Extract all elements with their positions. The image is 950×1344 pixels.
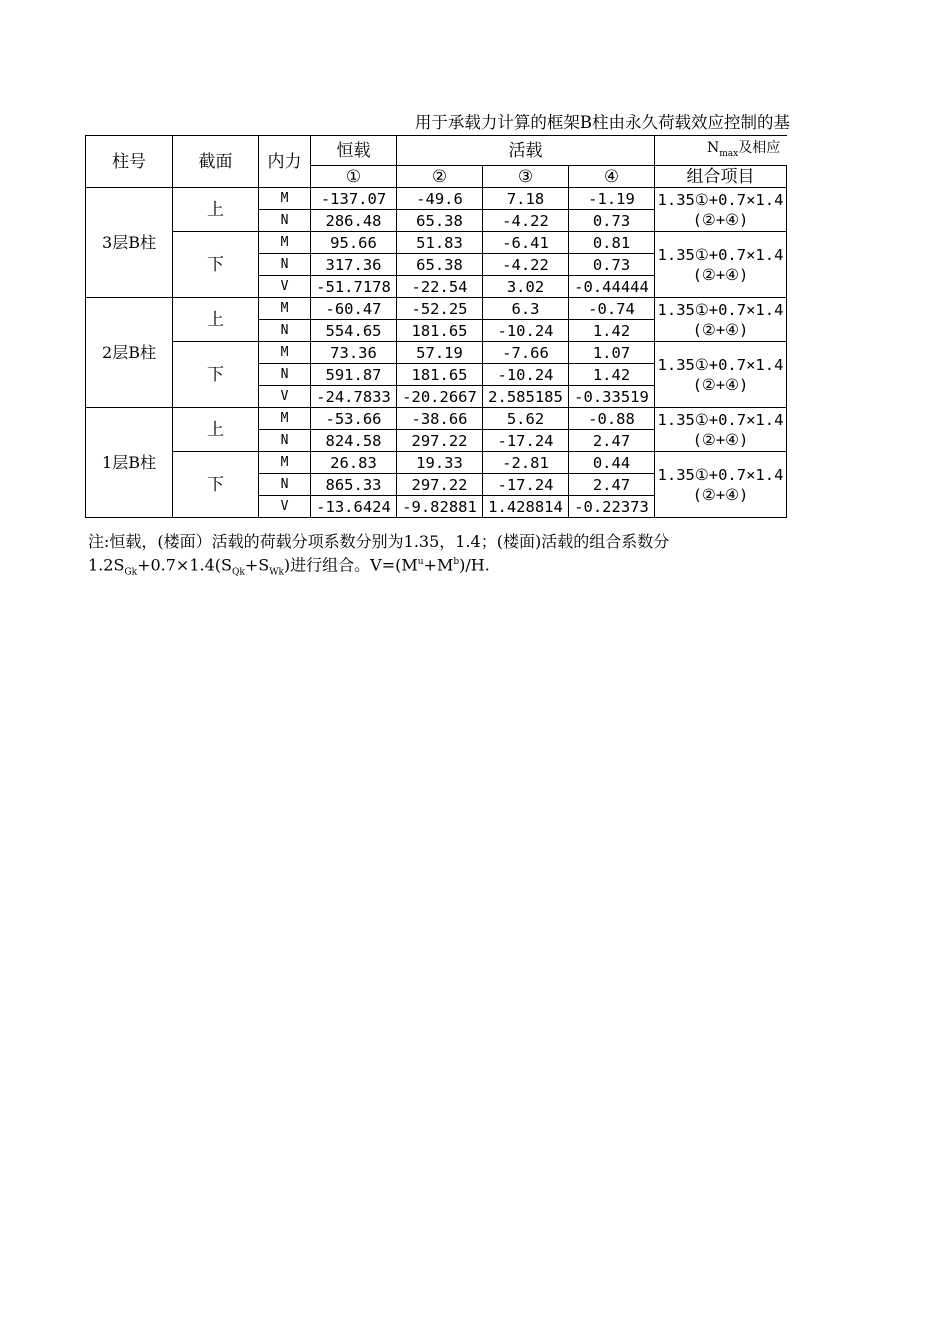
force-label: N (259, 474, 311, 496)
header-case-4: ④ (569, 166, 655, 188)
header-case-3: ③ (483, 166, 569, 188)
value-cell: 65.38 (397, 254, 483, 276)
value-cell: -9.82881 (397, 496, 483, 518)
header-case-1: ① (311, 166, 397, 188)
table-row (86, 408, 787, 430)
value-cell: -52.25 (397, 298, 483, 320)
value-cell: -6.41 (483, 232, 569, 254)
force-label: V (259, 386, 311, 408)
section-label-top: 上 (173, 298, 259, 342)
value-cell: -60.47 (311, 298, 397, 320)
combo-cell: 1.35①+0.7×1.4(②+④) (655, 232, 787, 298)
value-cell: -4.22 (483, 210, 569, 232)
value-cell: 2.47 (569, 430, 655, 452)
value-cell: 19.33 (397, 452, 483, 474)
value-cell: 7.18 (483, 188, 569, 210)
note-sub-wk: Wk (269, 567, 284, 578)
value-cell: -1.19 (569, 188, 655, 210)
value-cell: 73.36 (311, 342, 397, 364)
value-cell: -22.54 (397, 276, 483, 298)
force-label: N (259, 210, 311, 232)
value-cell: -0.88 (569, 408, 655, 430)
value-cell: 181.65 (397, 364, 483, 386)
value-cell: 286.48 (311, 210, 397, 232)
force-label: M (259, 342, 311, 364)
value-cell: 51.83 (397, 232, 483, 254)
force-label: N (259, 254, 311, 276)
value-cell: 5.62 (483, 408, 569, 430)
floor-label: 3层B柱 (86, 188, 173, 298)
table-row (86, 342, 787, 364)
table-row (86, 298, 787, 320)
section-label-top: 上 (173, 408, 259, 452)
value-cell: 0.73 (569, 254, 655, 276)
header-force: 内力 (259, 136, 311, 188)
value-cell: 1.07 (569, 342, 655, 364)
value-cell: 865.33 (311, 474, 397, 496)
combo-cell: 1.35①+0.7×1.4(②+④) (655, 188, 787, 232)
value-cell: -38.66 (397, 408, 483, 430)
header-dead-load: 恒载 (311, 136, 397, 166)
value-cell: -2.81 (483, 452, 569, 474)
note-part-c: +0.7×1.4(S (137, 555, 232, 575)
value-cell: 2.47 (569, 474, 655, 496)
value-cell: -17.24 (483, 430, 569, 452)
note-sub-qk: Qk (231, 567, 245, 578)
header-section: 截面 (173, 136, 259, 188)
load-effect-table (85, 135, 787, 518)
section-label-top: 上 (173, 188, 259, 232)
combo-cell: 1.35①+0.7×1.4(②+④) (655, 408, 787, 452)
value-cell: 0.73 (569, 210, 655, 232)
value-cell: 1.42 (569, 364, 655, 386)
value-cell: 824.58 (311, 430, 397, 452)
section-label-bottom: 下 (173, 452, 259, 518)
value-cell: 317.36 (311, 254, 397, 276)
value-cell: -49.6 (397, 188, 483, 210)
nmax-subscript: max (719, 148, 739, 159)
header-case-2: ② (397, 166, 483, 188)
table-body (86, 136, 787, 518)
value-cell: 2.585185 (483, 386, 569, 408)
combo-cell: 1.35①+0.7×1.4(②+④) (655, 298, 787, 342)
combo-cell: 1.35①+0.7×1.4(②+④) (655, 342, 787, 408)
value-cell: 57.19 (397, 342, 483, 364)
value-cell: -13.6424 (311, 496, 397, 518)
header-row-1 (86, 136, 787, 166)
combo-cell: 1.35①+0.7×1.4(②+④) (655, 452, 787, 518)
value-cell: 95.66 (311, 232, 397, 254)
section-label-bottom: 下 (173, 232, 259, 298)
nmax-suffix: 及相应 (738, 139, 781, 156)
force-label: N (259, 364, 311, 386)
nmax-letter: N (707, 139, 720, 156)
value-cell: -10.24 (483, 364, 569, 386)
note-sub-gk: Gk (124, 567, 138, 578)
table-row (86, 232, 787, 254)
value-cell: -24.7833 (311, 386, 397, 408)
note-part-k: )/H. (459, 555, 490, 575)
value-cell: 0.44 (569, 452, 655, 474)
note-sup-u: u (417, 557, 424, 567)
header-nmax (655, 136, 787, 166)
value-cell: 26.83 (311, 452, 397, 474)
value-cell: 181.65 (397, 320, 483, 342)
value-cell: -51.7178 (311, 276, 397, 298)
value-cell: 0.81 (569, 232, 655, 254)
header-live-load: 活载 (397, 136, 655, 166)
force-label: M (259, 232, 311, 254)
value-cell: 1.428814 (483, 496, 569, 518)
value-cell: -0.33519 (569, 386, 655, 408)
value-cell: -20.2667 (397, 386, 483, 408)
floor-label: 1层B柱 (86, 408, 173, 518)
header-combo-item: 组合项目 (655, 166, 787, 188)
value-cell: -7.66 (483, 342, 569, 364)
value-cell: -137.07 (311, 188, 397, 210)
value-cell: -0.74 (569, 298, 655, 320)
note-part-a: 1.2S (88, 555, 125, 575)
value-cell: -17.24 (483, 474, 569, 496)
table-row (86, 452, 787, 474)
value-cell: 591.87 (311, 364, 397, 386)
note-line-2 (88, 552, 798, 584)
value-cell: -4.22 (483, 254, 569, 276)
force-label: N (259, 430, 311, 452)
value-cell: -10.24 (483, 320, 569, 342)
floor-label: 2层B柱 (86, 298, 173, 408)
force-label: M (259, 298, 311, 320)
table-note (88, 531, 798, 584)
table-row (86, 188, 787, 210)
note-line-1: 注:恒载，(楼面）活载的荷载分项系数分别为1.35，1.4；(楼面)活载的组合系数分 (88, 532, 670, 551)
force-label: V (259, 496, 311, 518)
force-label: M (259, 452, 311, 474)
value-cell: -0.22373 (569, 496, 655, 518)
header-column-no: 柱号 (86, 136, 173, 188)
value-cell: -0.44444 (569, 276, 655, 298)
note-sup-b: b (453, 557, 460, 567)
force-label: V (259, 276, 311, 298)
value-cell: 297.22 (397, 474, 483, 496)
value-cell: 6.3 (483, 298, 569, 320)
note-part-g: )进行组合。V=(M (283, 555, 418, 575)
value-cell: 1.42 (569, 320, 655, 342)
value-cell: -53.66 (311, 408, 397, 430)
value-cell: 554.65 (311, 320, 397, 342)
note-part-e: +S (244, 555, 270, 575)
note-part-i: +M (423, 555, 454, 575)
section-label-bottom: 下 (173, 342, 259, 408)
value-cell: 65.38 (397, 210, 483, 232)
force-label: N (259, 320, 311, 342)
table-title: 用于承载力计算的框架B柱由永久荷载效应控制的基 (414, 113, 790, 132)
force-label: M (259, 188, 311, 210)
value-cell: 3.02 (483, 276, 569, 298)
value-cell: 297.22 (397, 430, 483, 452)
force-label: M (259, 408, 311, 430)
